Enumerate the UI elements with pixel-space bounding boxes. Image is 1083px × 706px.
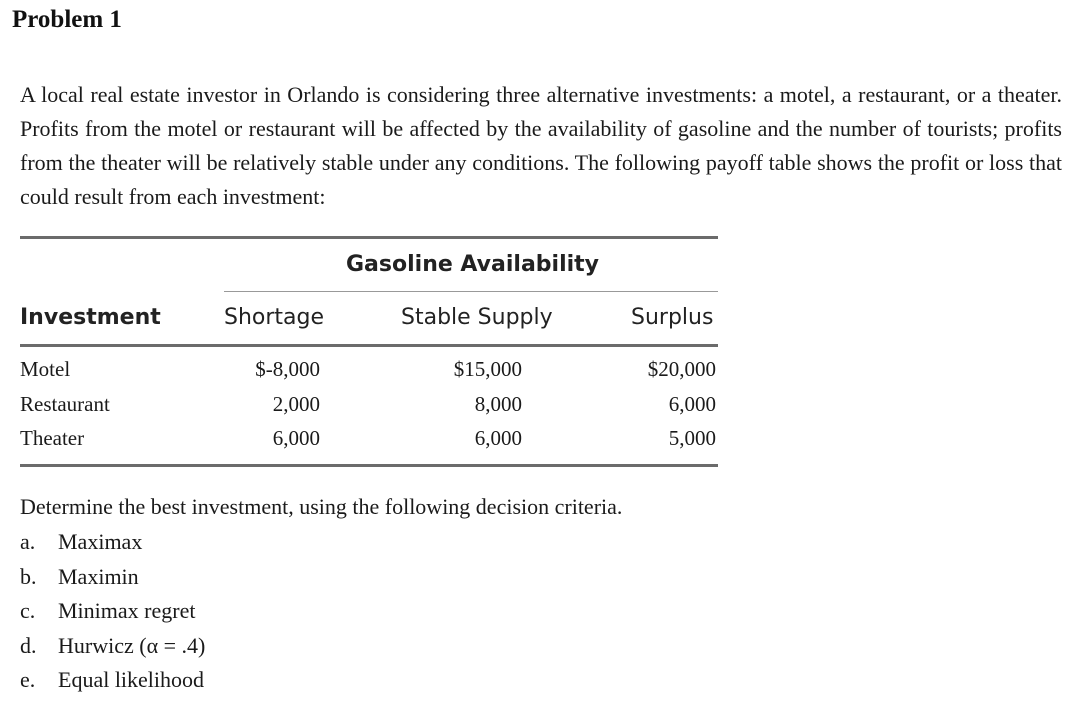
cell-shortage: $-8,000 — [255, 357, 320, 381]
column-header-shortage: Shortage — [224, 305, 325, 330]
list-item-text: Hurwicz (α = .4) — [58, 632, 206, 658]
cell-surplus: 6,000 — [668, 392, 716, 416]
list-item-text: Maximin — [58, 563, 139, 589]
list-item — [20, 560, 205, 595]
cell-shortage: 6,000 — [272, 426, 320, 450]
column-header-surplus: Surplus — [631, 305, 714, 330]
list-item-letter: d. — [20, 632, 37, 658]
cell-stable-supply: $15,000 — [453, 357, 522, 381]
list-item — [20, 594, 205, 629]
row-label: Motel — [20, 357, 71, 381]
cell-surplus: 5,000 — [668, 426, 716, 450]
header-bottom-rule — [20, 344, 718, 347]
list-item-text: Maximax — [58, 529, 143, 554]
row-header: Investment — [20, 305, 161, 330]
cell-surplus: $20,000 — [647, 357, 716, 381]
table-top-rule — [20, 236, 718, 239]
list-item-letter: a. — [20, 529, 36, 554]
cell-shortage: 2,000 — [272, 392, 320, 416]
row-label: Restaurant — [20, 392, 110, 416]
group-header-rule — [224, 291, 718, 292]
column-header-stable-supply: Stable Supply — [401, 305, 553, 330]
list-item-letter: c. — [20, 598, 36, 623]
table-bottom-rule — [20, 464, 718, 467]
list-item-text: Equal likelihood — [58, 667, 205, 692]
list-item — [20, 525, 205, 560]
list-item — [20, 663, 205, 698]
list-item — [20, 629, 205, 664]
list-item-letter: e. — [20, 667, 36, 692]
group-header: Gasoline Availability — [346, 252, 600, 277]
cell-stable-supply: 6,000 — [474, 426, 522, 450]
cell-stable-supply: 8,000 — [474, 392, 522, 416]
list-item-text: Minimax regret — [58, 598, 196, 623]
criteria-list — [20, 525, 205, 698]
decision-criteria-prompt: Determine the best investment, using the following decision criteria. — [20, 494, 623, 519]
problem-intro-paragraph: A local real estate investor in Orlando is considering three alternative investments: a motel, a restaurant, or a theater. Profits from the motel or restaurant will be affected by the availability of gasoline and the number of tourists; profits from the theater will be relatively stable under any conditions. The following payoff table shows the profit or loss that could result from each investment: — [20, 82, 1062, 209]
problem-heading: Problem 1 — [12, 6, 122, 33]
list-item-letter: b. — [20, 563, 37, 589]
row-label: Theater — [20, 426, 85, 450]
